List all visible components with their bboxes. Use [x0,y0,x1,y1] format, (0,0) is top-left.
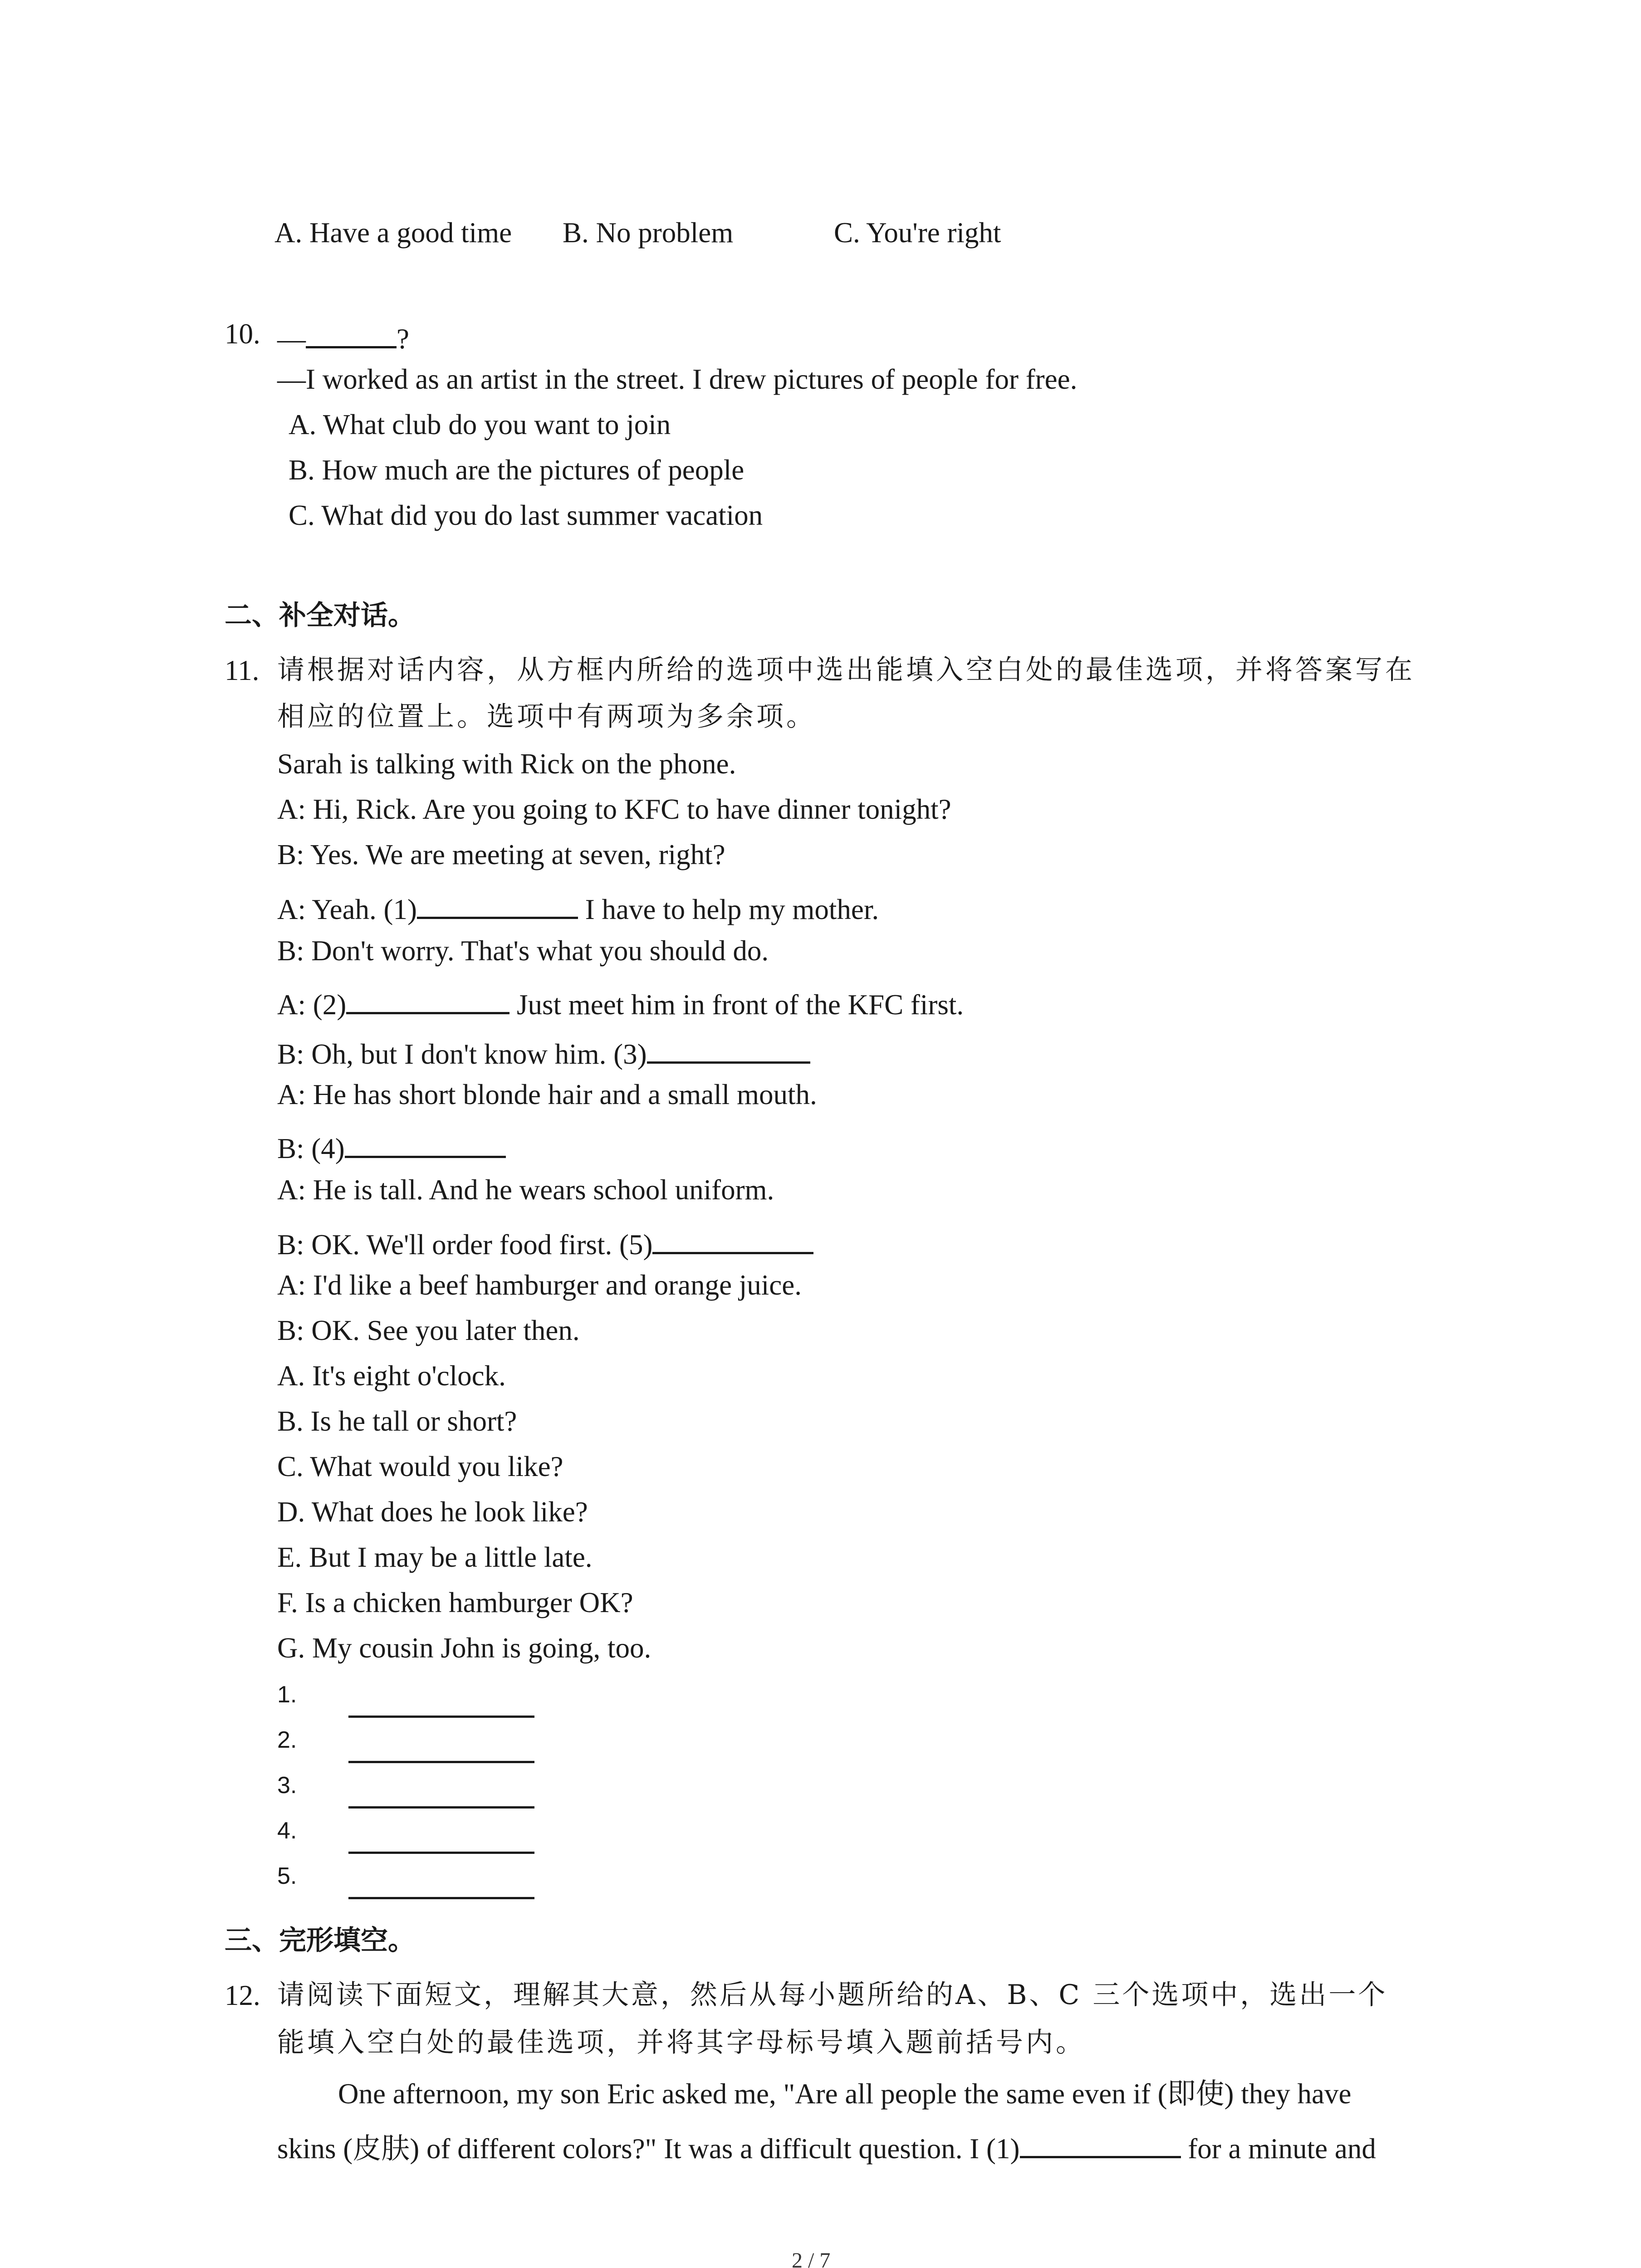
dialogue-line: A: I'd like a beef hamburger and orange juice. [277,1269,802,1301]
blank-2 [346,986,509,1014]
passage-text: for a minute and [1181,2133,1376,2165]
passage-line2 [277,2130,1376,2163]
passage-text: skins (皮肤) of different colors?" It was a difficult question. I (1) [277,2133,1020,2165]
q12-instruction-line1: 请阅读下面短文，理解其大意，然后从每小题所给的A、B、C 三个选项中，选出一个 [277,1979,1388,2011]
dialogue-text: I have to help my mother. [578,894,879,925]
answer-line-4[interactable] [348,1852,534,1854]
choice-option-e: E. But I may be a little late. [277,1541,593,1573]
q11-instruction-line1: 请根据对话内容，从方框内所给的选项中选出能填入空白处的最佳选项，并将答案写在 [277,654,1415,686]
blank-3 [647,1035,810,1064]
dialogue-text: Just meet him in front of the KFC first. [509,989,964,1021]
blank-5 [652,1226,813,1254]
blank-1 [417,890,578,919]
q10-option-a: A. What club do you want to join [289,409,671,440]
answer-line-3[interactable] [348,1806,534,1809]
answer-line-5[interactable] [348,1897,534,1899]
blank-4 [345,1129,506,1158]
q11-instruction-line2: 相应的位置上。选项中有两项为多余项。 [277,701,816,733]
passage-line1: One afternoon, my son Eric asked me, "Are all people the same even if (即使) they have [338,2078,1352,2110]
dialogue-line-blank4 [277,1129,506,1163]
dialogue-text: B: Oh, but I don't know him. (3) [277,1038,647,1070]
dialogue-line-blank2 [277,986,964,1019]
dialogue-text: A: (2) [277,989,347,1021]
answer-line-1[interactable] [348,1716,534,1718]
choice-option-a: A. It's eight o'clock. [277,1360,506,1392]
choice-option-g: G. My cousin John is going, too. [277,1632,652,1664]
dialogue-line-blank5 [277,1226,813,1259]
q12-instruction-line2: 能填入空白处的最佳选项，并将其字母标号填入题前括号内。 [277,2027,1086,2058]
choice-option-b: B. Is he tall or short? [277,1405,517,1437]
dialogue-line: B: OK. See you later then. [277,1315,580,1346]
q10-dash: — [277,323,306,355]
dialogue-text: B: OK. We'll order food first. (5) [277,1229,653,1261]
section3-heading: 三、完形填空。 [225,1925,415,1956]
choice-option-f: F. Is a chicken hamburger OK? [277,1587,633,1618]
q10-blank [306,320,397,348]
dialogue-line-blank1 [277,890,879,924]
passage-blank-1 [1020,2130,1181,2158]
dialogue-line: B: Yes. We are meeting at seven, right? [277,839,725,870]
q10-option-b: B. How much are the pictures of people [289,454,745,486]
answer-line-2[interactable] [348,1761,534,1763]
dialogue-line: A: He is tall. And he wears school uniform. [277,1174,774,1206]
q10-question [277,320,409,353]
answer-number: 5. [277,1863,297,1889]
answer-number: 1. [277,1681,297,1708]
choice-option-d: D. What does he look like? [277,1496,588,1528]
answer-number: 4. [277,1818,297,1844]
dialogue-text: A: Yeah. (1) [277,894,417,925]
dialogue-line-blank3 [277,1035,810,1069]
section2-heading: 二、补全对话。 [225,600,415,631]
q10-answer-line: —I worked as an artist in the street. I drew pictures of people for free. [277,363,1078,395]
dialogue-text: B: (4) [277,1133,345,1164]
q10-qmark: ? [397,323,409,355]
dialogue-line: A: He has short blonde hair and a small mouth. [277,1079,817,1110]
q11-number: 11. [225,655,260,686]
answer-number: 3. [277,1772,297,1799]
dialogue-line: A: Hi, Rick. Are you going to KFC to have dinner tonight? [277,793,951,825]
page-number: 2 / 7 [792,2248,831,2268]
q12-number: 12. [225,1980,260,2011]
q10-number: 10. [225,318,260,350]
q9-option-c: C. You're right [834,217,1001,249]
answer-number: 2. [277,1727,297,1753]
dialogue-line: B: Don't worry. That's what you should do. [277,935,769,967]
dialogue-intro: Sarah is talking with Rick on the phone. [277,748,736,780]
q9-option-a: A. Have a good time [274,217,512,249]
choice-option-c: C. What would you like? [277,1451,563,1482]
q9-option-b: B. No problem [563,217,734,249]
q10-option-c: C. What did you do last summer vacation [289,499,763,531]
